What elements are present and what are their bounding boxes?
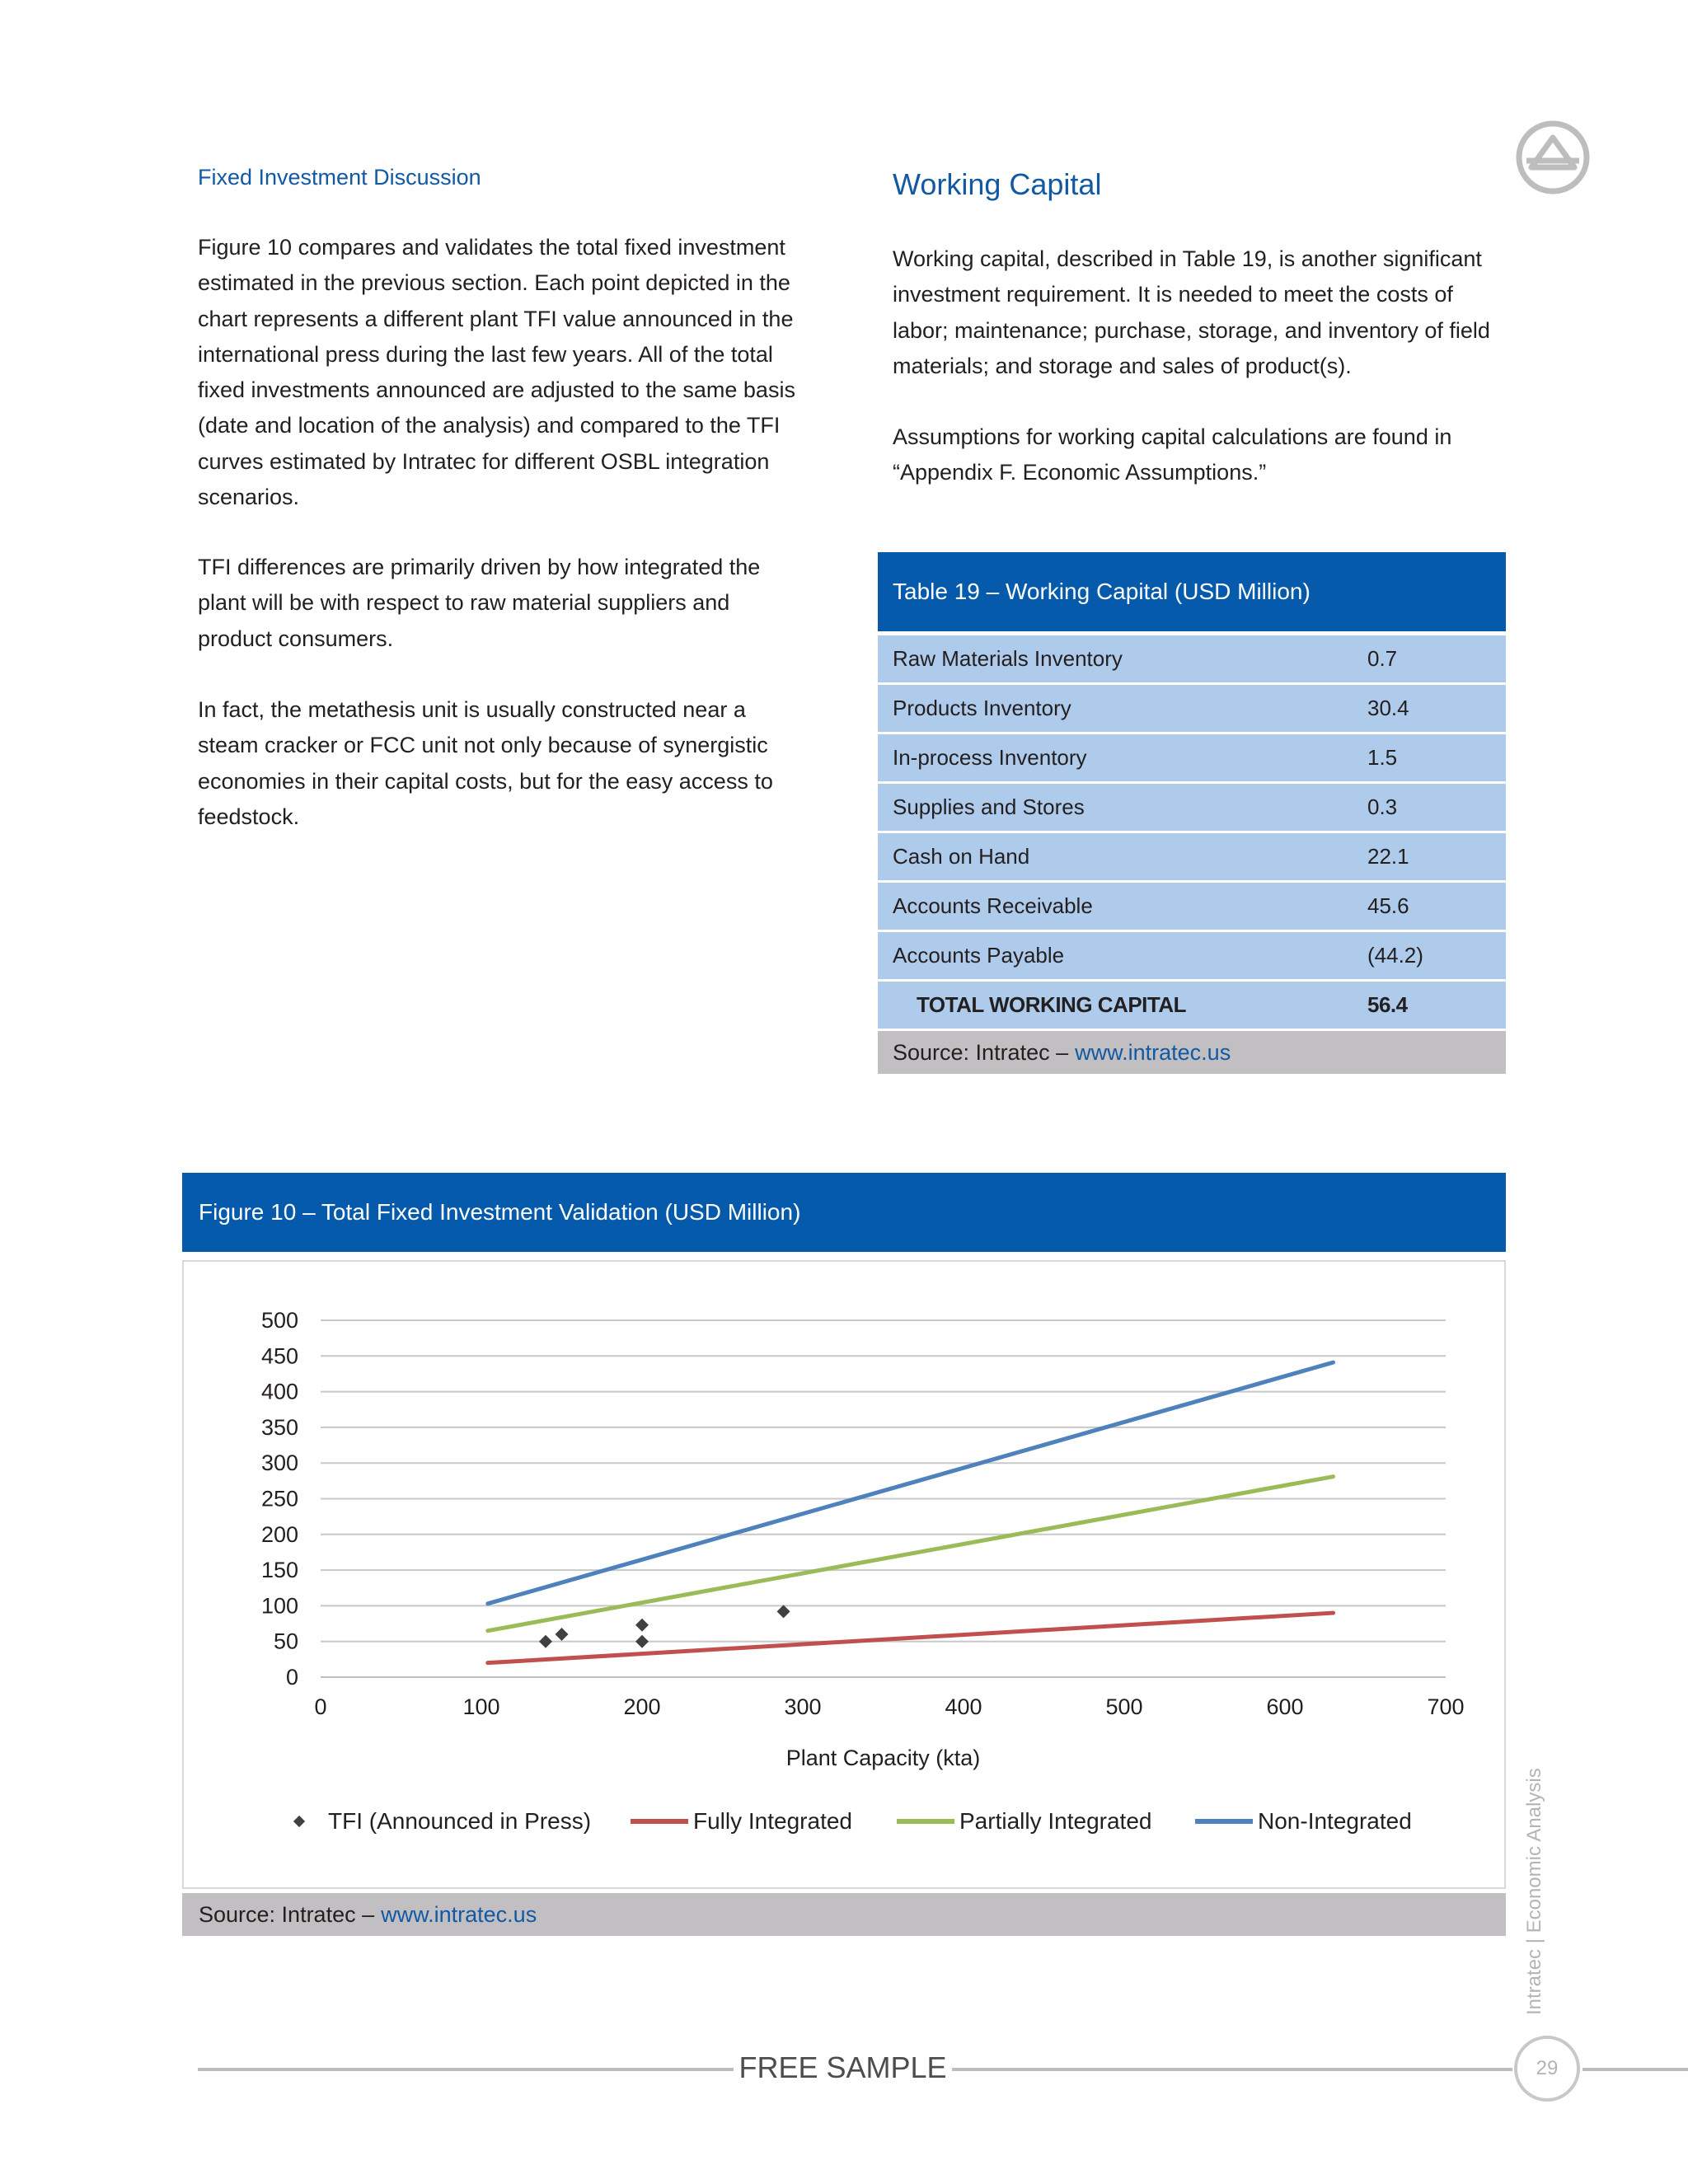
row-value: 22.1 xyxy=(1367,844,1409,869)
legend-item-partially-integrated xyxy=(897,1803,1151,1840)
paragraph: Figure 10 compares and validates the total fixed investment estimated in the previous section. Each point depicted in the chart represents a different plant TFI value announced in the international press during the last few years. All of the total fixed investments announced are adjusted to the same basis (date and location of the analysis) and compared to the TFI curves estimated by Intratec for different OSBL integration scenarios. xyxy=(198,235,795,510)
legend-line-swatch xyxy=(897,1819,954,1824)
tfi-line-chart xyxy=(182,1260,1506,1889)
x-tick-label: 600 xyxy=(1266,1694,1304,1719)
row-value: 1.5 xyxy=(1367,745,1398,770)
figure-source xyxy=(182,1893,1506,1936)
table-row xyxy=(878,932,1506,979)
page-number: 29 xyxy=(1514,2036,1580,2102)
table-row xyxy=(878,635,1506,682)
legend-item-fully-integrated xyxy=(631,1803,852,1840)
row-value: (44.2) xyxy=(1367,943,1423,968)
row-label: In-process Inventory xyxy=(893,745,1087,770)
x-axis-label: Plant Capacity (kta) xyxy=(785,1746,981,1770)
legend-label: Fully Integrated xyxy=(693,1808,852,1834)
series-line-fully-integrated xyxy=(488,1613,1334,1663)
row-value: 30.4 xyxy=(1367,696,1409,720)
x-tick-label: 400 xyxy=(945,1694,982,1719)
footer-divider xyxy=(952,2068,1512,2071)
footer-divider xyxy=(1582,2068,1688,2071)
y-tick-label: 500 xyxy=(260,1308,298,1333)
legend-line-swatch xyxy=(1195,1819,1253,1824)
table-row xyxy=(878,883,1506,930)
legend-label: Partially Integrated xyxy=(959,1808,1152,1834)
legend-label: Non-Integrated xyxy=(1258,1808,1412,1834)
x-tick-label: 200 xyxy=(623,1694,661,1719)
row-value: 0.3 xyxy=(1367,794,1398,819)
y-tick-label: 150 xyxy=(260,1558,298,1583)
working-capital-heading: Working Capital xyxy=(893,167,1102,201)
tfi-point xyxy=(635,1635,649,1648)
intratec-logo-icon xyxy=(1515,120,1591,195)
footer-divider xyxy=(198,2068,734,2071)
tfi-point xyxy=(777,1605,790,1618)
total-value: 56.4 xyxy=(1367,992,1408,1017)
row-label: Accounts Receivable xyxy=(893,893,1093,918)
x-tick-label: 0 xyxy=(314,1694,327,1719)
series-line-partially-integrated xyxy=(488,1477,1334,1631)
row-value: 0.7 xyxy=(1367,646,1398,671)
y-tick-label: 0 xyxy=(285,1665,298,1690)
sidebar-section-label: Intratec | Economic Analysis xyxy=(1523,1768,1545,2015)
source-prefix: Source: Intratec – xyxy=(199,1901,375,1927)
x-tick-label: 100 xyxy=(462,1694,500,1719)
tfi-point xyxy=(539,1635,552,1648)
legend-label: TFI (Announced in Press) xyxy=(328,1808,592,1834)
row-label: Products Inventory xyxy=(893,696,1071,720)
row-label: Accounts Payable xyxy=(893,943,1065,968)
chart-legend xyxy=(288,1803,1459,1840)
working-capital-table xyxy=(878,552,1506,1074)
y-tick-label: 250 xyxy=(260,1486,298,1511)
table-row xyxy=(878,685,1506,732)
y-tick-label: 100 xyxy=(260,1593,298,1619)
y-tick-label: 50 xyxy=(273,1629,298,1654)
legend-item-non-integrated xyxy=(1195,1803,1412,1840)
y-tick-label: 300 xyxy=(260,1451,298,1476)
y-tick-label: 400 xyxy=(260,1379,298,1404)
x-tick-label: 500 xyxy=(1105,1694,1143,1719)
source-prefix: Source: Intratec – xyxy=(893,1039,1069,1065)
y-tick-label: 450 xyxy=(260,1343,298,1369)
paragraph: In fact, the metathesis unit is usually constructed near a steam cracker or FCC unit not only because of synergistic economies in their capital costs, but for the easy access to feedstock. xyxy=(198,697,773,829)
source-link[interactable]: www.intratec.us xyxy=(381,1901,537,1927)
row-label: Cash on Hand xyxy=(893,844,1030,869)
table-row xyxy=(878,833,1506,880)
x-tick-label: 700 xyxy=(1427,1694,1465,1719)
row-value: 45.6 xyxy=(1367,893,1409,918)
x-tick-label: 300 xyxy=(784,1694,822,1719)
series-line-non-integrated xyxy=(488,1362,1334,1604)
table-total-row xyxy=(878,982,1506,1029)
legend-item-tfi xyxy=(288,1803,591,1840)
paragraph: Assumptions for working capital calculations are found in “Appendix F. Economic Assumptions.” xyxy=(893,424,1452,485)
diamond-marker-icon xyxy=(293,1816,305,1827)
y-tick-label: 200 xyxy=(260,1521,298,1547)
table-source xyxy=(878,1031,1506,1074)
figure-title: Figure 10 – Total Fixed Investment Validation (USD Million) xyxy=(182,1173,1506,1252)
table-title: Table 19 – Working Capital (USD Million) xyxy=(878,552,1506,631)
tfi-point xyxy=(556,1628,569,1641)
paragraph: TFI differences are primarily driven by how integrated the plant will be with respect to raw material suppliers and product consumers. xyxy=(198,555,761,651)
fixed-investment-heading: Fixed Investment Discussion xyxy=(198,165,481,190)
table-row xyxy=(878,784,1506,831)
paragraph: Working capital, described in Table 19, is another significant investment requirement. It is needed to meet the costs of labor; maintenance; purchase, storage, and inventory of field materials; and storage and sales of product(s). xyxy=(893,246,1490,378)
y-tick-label: 350 xyxy=(260,1414,298,1440)
total-label: TOTAL WORKING CAPITAL xyxy=(917,992,1186,1017)
footer-label: FREE SAMPLE xyxy=(738,2050,947,2084)
row-label: Supplies and Stores xyxy=(893,794,1085,819)
legend-line-swatch xyxy=(631,1819,688,1824)
row-label: Raw Materials Inventory xyxy=(893,646,1123,671)
tfi-point xyxy=(635,1619,649,1632)
source-link[interactable]: www.intratec.us xyxy=(1075,1039,1231,1065)
table-row xyxy=(878,734,1506,781)
